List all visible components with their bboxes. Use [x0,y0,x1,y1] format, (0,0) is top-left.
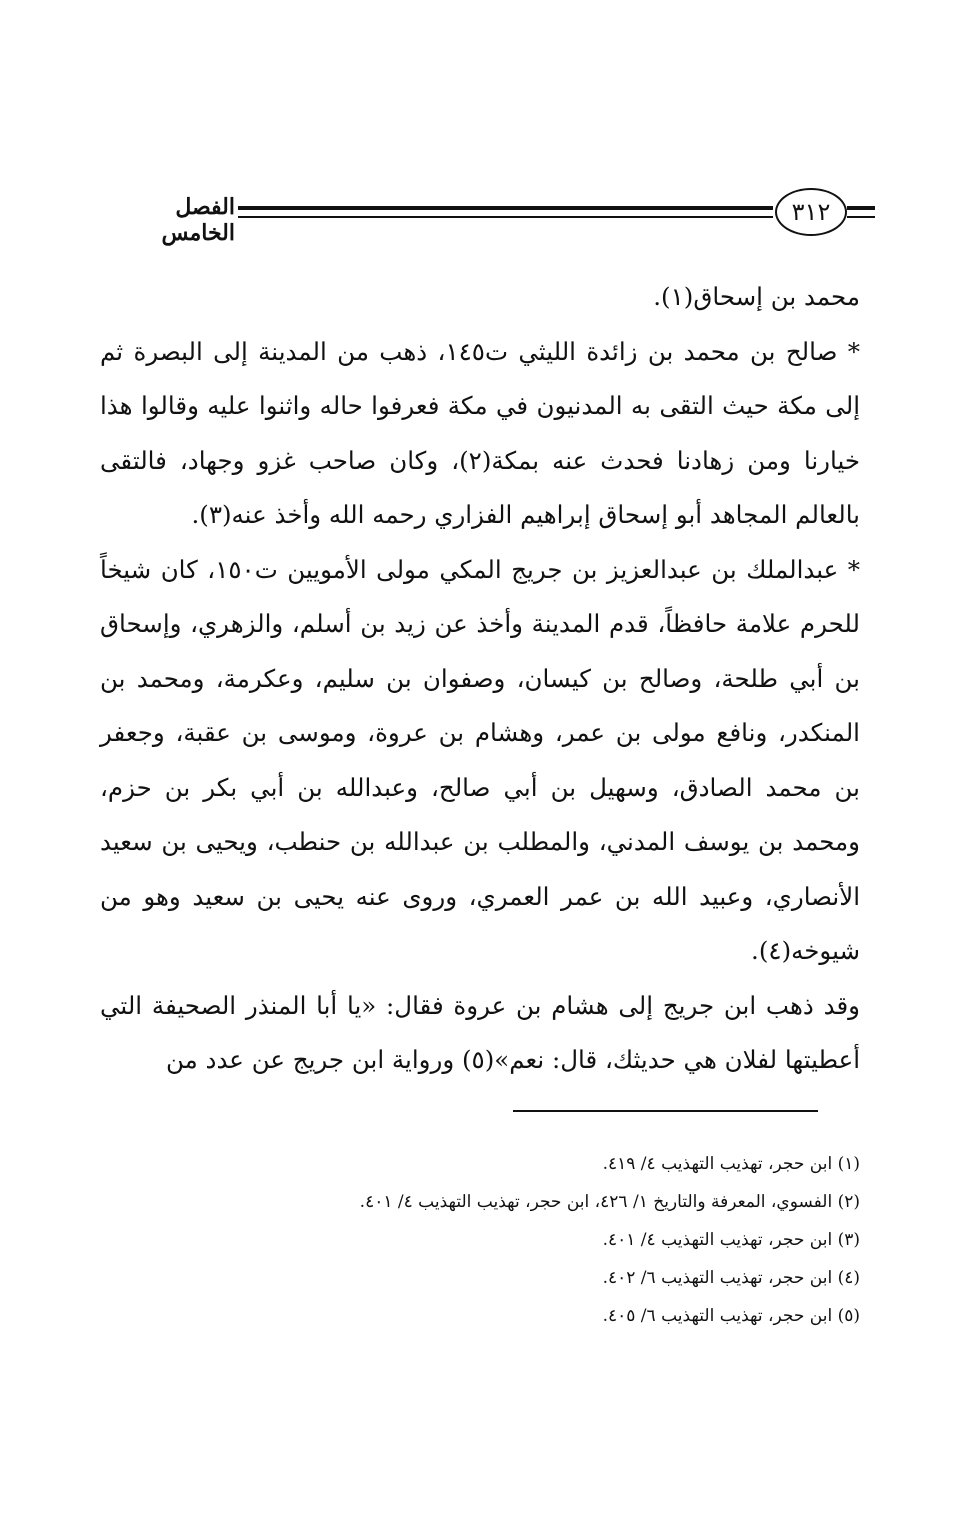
paragraph: محمد بن إسحاق(١). [653,282,860,311]
paragraph: * عبدالملك بن عبدالعزيز بن جريج المكي مولى الأمويين ت١٥٠، كان شيخاً للحرم علامة حافظاً، قدم المدينة وأخذ عن زيد بن أسلم، والزهري، وإسحاق بن أبي طلحة، وصالح بن كيسان، وصفوان بن سليم، وعكرمة، ومحمد بن المنكدر، ونافع مولى بن عمر، وهشام بن عروة، وموسى بن عقبة، وجعفر بن محمد الصادق، وسهيل بن أبي صالح، وعبدالله بن أبي بكر بن حزم، ومحمد بن يوسف المدني، والمطلب بن عبدالله بن حنطب، ويحيى بن سعيد الأنصاري، وعبيد الله بن عمر العمري، وروى عنه يحيى بن سعيد وهو من شيوخه(٤). [100,554,861,965]
header-rule [238,206,773,218]
footnotes [250,1145,860,1335]
footnote-separator [513,1110,818,1112]
paragraph: * صالح بن محمد بن زائدة الليثي ت١٤٥، ذهب من المدينة إلى البصرة ثم إلى مكة حيث التقى به المدنيون في مكة فعرفوا حاله واثنوا عليه وقالوا هذا خيارنا ومن زهادنا فحدث عنه بمكة(٢)، وكان صاحب غزو وجهاد، فالتقى بالعالم المجاهد أبو إسحاق إبراهيم الفزاري رحمه الله وأخذ عنه(٣). [100,336,860,529]
footnote: (٢) الفسوي، المعرفة والتاريخ ١/ ٤٢٦، ابن حجر، تهذيب التهذيب ٤/ ٤٠١. [359,1192,860,1212]
header-rule-end [847,206,875,218]
paragraph: وقد ذهب ابن جريج إلى هشام بن عروة فقال: «يا أبا المنذر الصحيفة التي أعطيتها لفلان هي حديثك، قال: نعم»(٥) ورواية ابن جريج عن عدد من [100,990,860,1074]
footnote: (٥) ابن حجر، تهذيب التهذيب ٦/ ٤٠٥. [602,1306,860,1326]
chapter-title: الفصل الخامس [161,194,235,246]
page-number: ٣١٢ [775,188,847,236]
footnote: (٣) ابن حجر، تهذيب التهذيب ٤/ ٤٠١. [602,1230,860,1250]
body-text [100,270,860,1088]
footnote: (٤) ابن حجر، تهذيب التهذيب ٦/ ٤٠٢. [602,1268,860,1288]
footnote: (١) ابن حجر، تهذيب التهذيب ٤/ ٤١٩. [602,1154,860,1174]
page-header [100,188,875,246]
